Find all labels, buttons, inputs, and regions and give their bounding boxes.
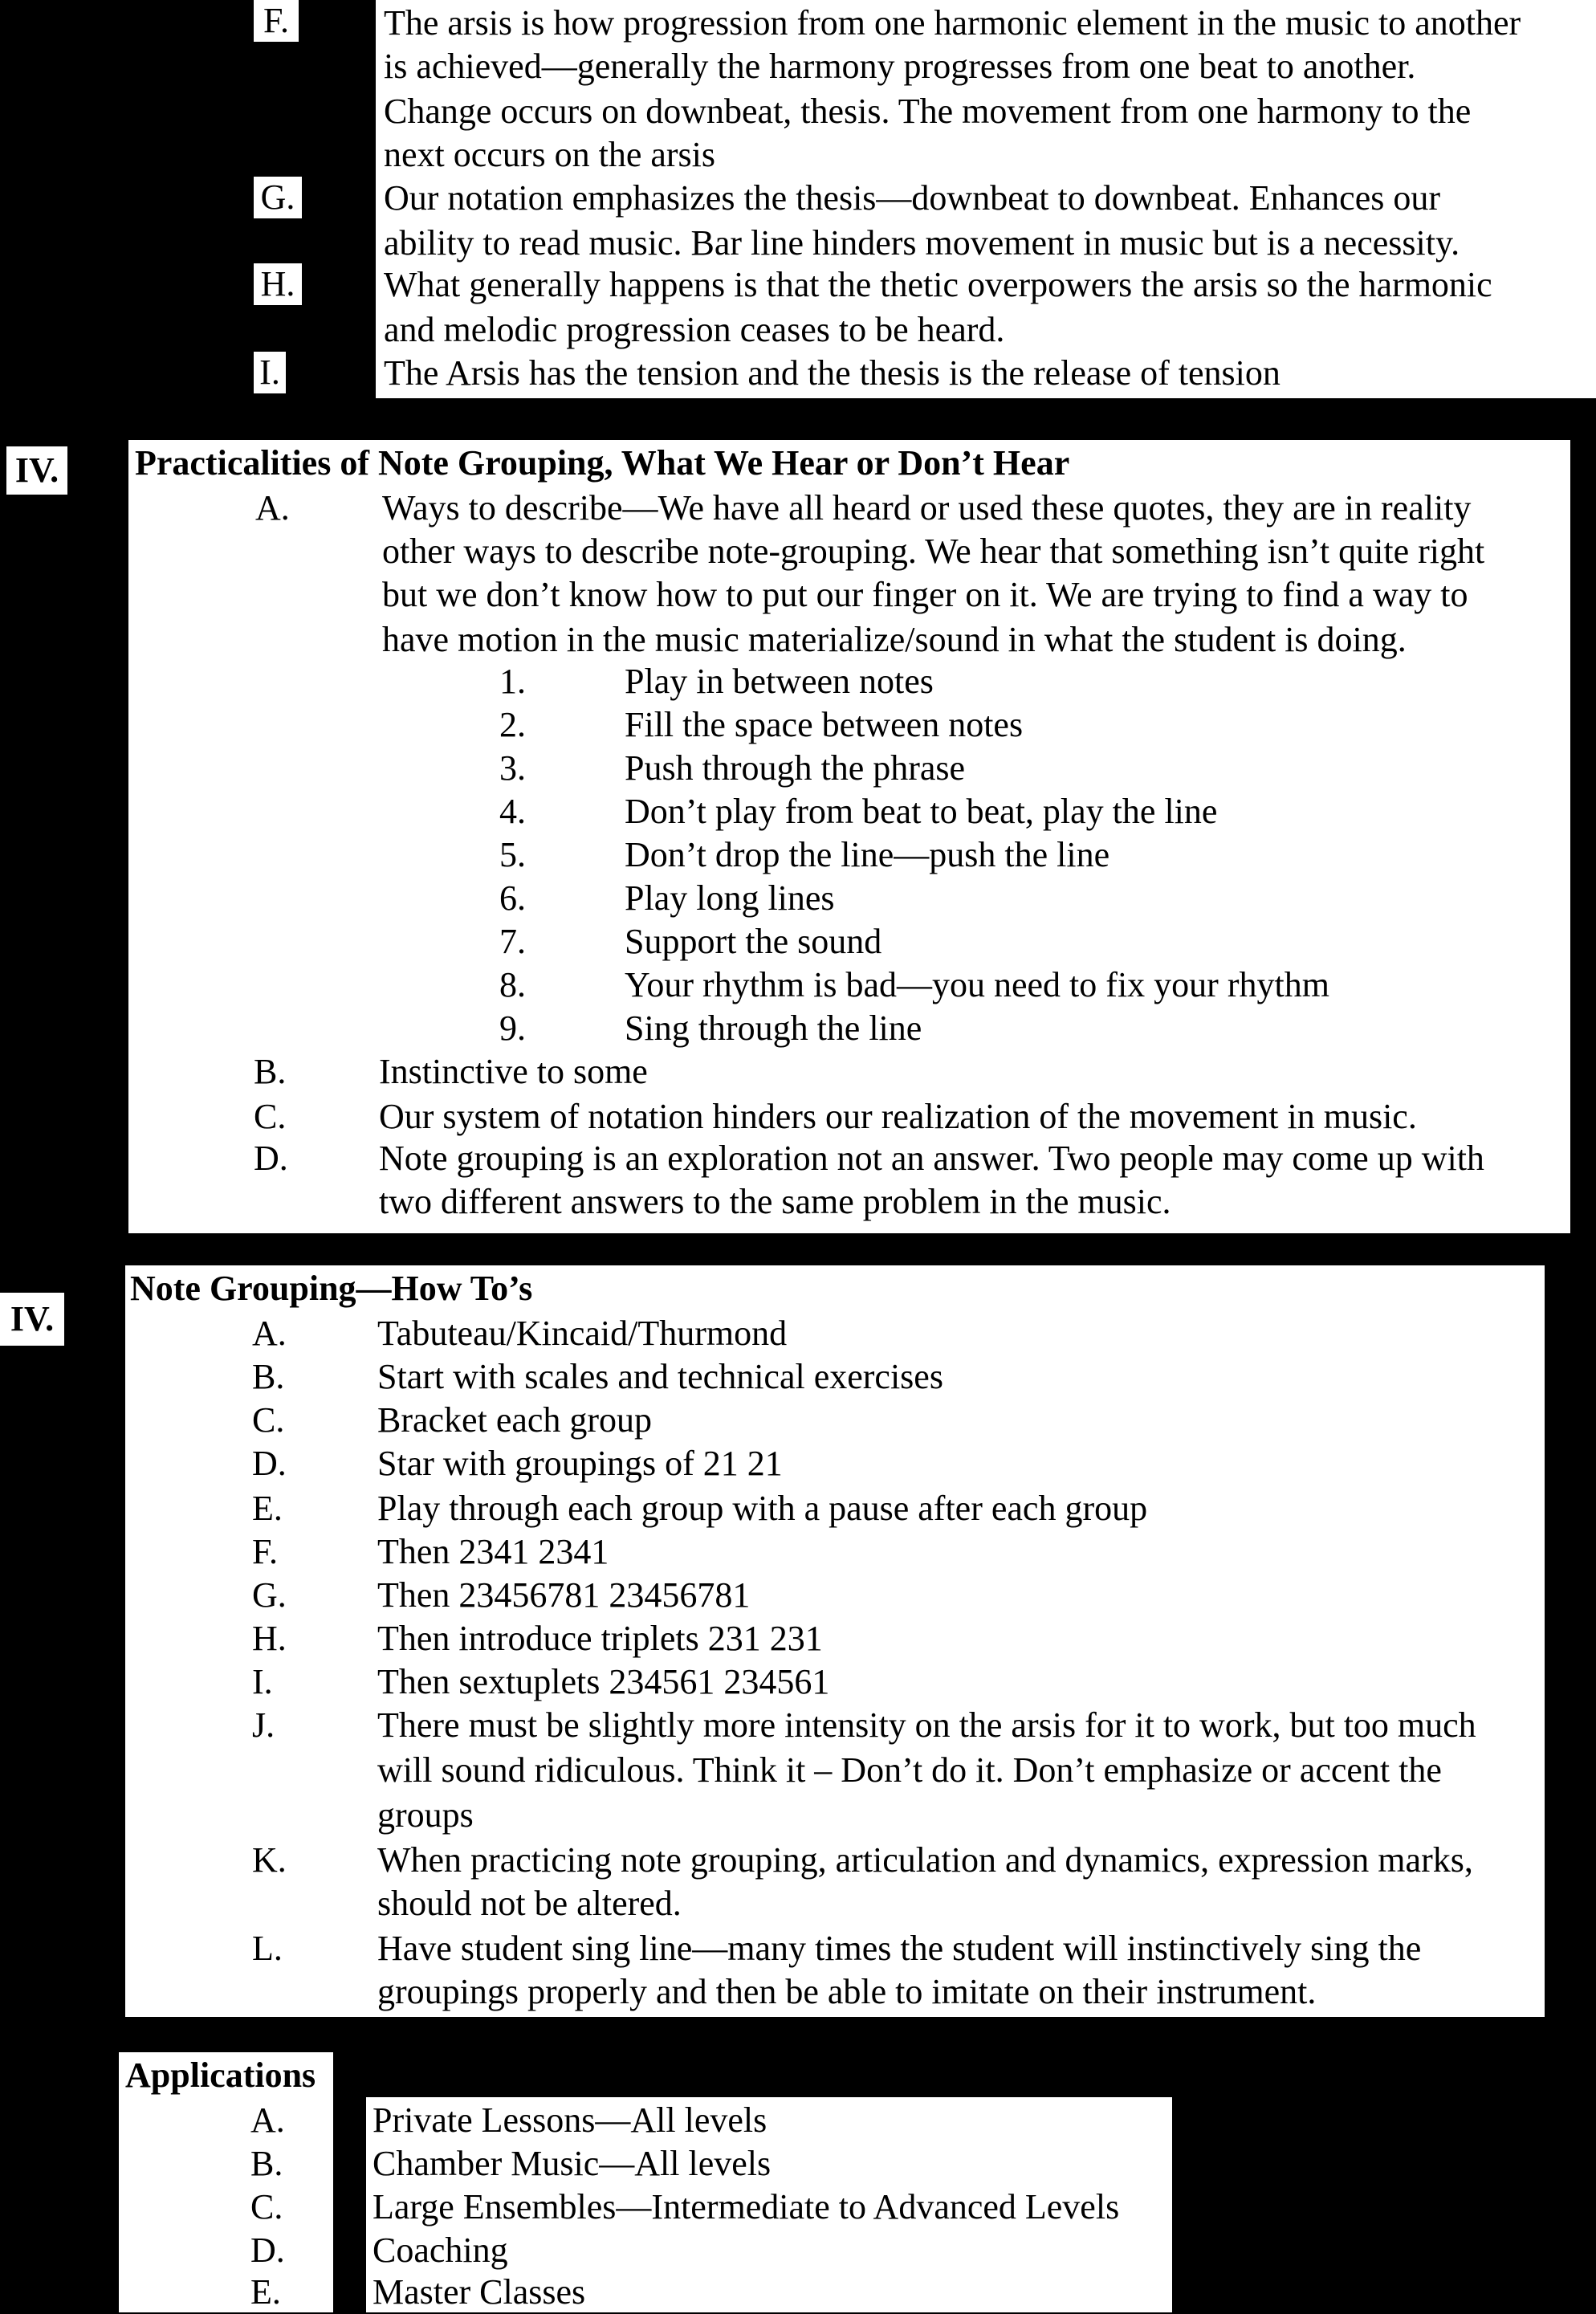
item-text-line: Star with groupings of 21 21 — [377, 1444, 783, 1483]
item-letter: L. — [252, 1929, 283, 1968]
application-letter: B. — [250, 2144, 283, 2183]
numbered-item-text: Play in between notes — [625, 662, 934, 701]
item-letter: B. — [254, 1052, 287, 1091]
item-letter: I. — [254, 352, 286, 393]
numbered-item-num: 6. — [499, 878, 526, 918]
item-letter: I. — [252, 1662, 273, 1701]
item-text-line: Then sextuplets 234561 234561 — [377, 1662, 830, 1701]
item-letter: D. — [252, 1444, 287, 1483]
item-text-line: The Arsis has the tension and the thesis is the release of tension — [384, 353, 1280, 393]
numbered-item-text: Fill the space between notes — [625, 705, 1024, 744]
item-letter: E. — [252, 1489, 283, 1528]
item-text-line: ability to read music. Bar line hinders movement in music but is a necessity. — [384, 223, 1460, 263]
item-letter: H. — [252, 1619, 287, 1658]
item-text-line: Instinctive to some — [379, 1052, 648, 1091]
item-text-line: Bracket each group — [377, 1400, 653, 1440]
numbered-item-num: 2. — [499, 705, 526, 744]
item-text-line: What generally happens is that the thetic overpowers the arsis so the harmonic — [384, 265, 1492, 304]
item-text-line: Then 23456781 23456781 — [377, 1575, 751, 1615]
item-text-line: have motion in the music materialize/sound in what the student is doing. — [382, 620, 1407, 659]
item-text-line: When practicing note grouping, articulation and dynamics, expression marks, — [377, 1840, 1473, 1880]
item-letter: A. — [255, 488, 290, 528]
numbered-item-num: 5. — [499, 835, 526, 874]
item-letter: G. — [252, 1575, 287, 1615]
item-text-line: but we don’t know how to put our finger on it. We are trying to find a way to — [382, 575, 1468, 614]
item-text-line: will sound ridiculous. Think it – Don’t do it. Don’t emphasize or accent the — [377, 1750, 1442, 1790]
item-text-line: Play through each group with a pause after each group — [377, 1489, 1148, 1528]
numbered-item-text: Don’t drop the line—push the line — [625, 835, 1110, 874]
application-text: Large Ensembles—Intermediate to Advanced Levels — [373, 2187, 1120, 2226]
item-text-line: should not be altered. — [377, 1884, 682, 1923]
item-text-line: The arsis is how progression from one harmonic element in the music to another — [384, 3, 1521, 43]
application-letter: D. — [250, 2230, 285, 2270]
numbered-item-num: 4. — [499, 792, 526, 831]
application-letter: C. — [250, 2187, 283, 2226]
section-numeral: IV. — [6, 446, 67, 495]
item-text-line: groups — [377, 1795, 474, 1835]
numbered-item-num: 8. — [499, 965, 526, 1004]
application-text: Master Classes — [373, 2272, 586, 2312]
application-letter: E. — [250, 2272, 281, 2312]
item-text-line: groupings properly and then be able to imitate on their instrument. — [377, 1972, 1317, 2011]
application-text: Coaching — [373, 2230, 508, 2270]
item-text-line: is achieved—generally the harmony progresses from one beat to another. — [384, 47, 1416, 86]
item-text-line: Then 2341 2341 — [377, 1532, 609, 1571]
numbered-item-num: 7. — [499, 922, 526, 961]
item-text-line: Our notation emphasizes the thesis—downbeat to downbeat. Enhances our — [384, 178, 1441, 218]
numbered-item-text: Your rhythm is bad—you need to fix your rhythm — [625, 965, 1329, 1004]
application-letter: A. — [250, 2100, 285, 2140]
item-letter: H. — [254, 263, 302, 305]
item-text-line: Then introduce triplets 231 231 — [377, 1619, 823, 1658]
item-text-line: Ways to describe—We have all heard or used these quotes, they are in reality — [382, 488, 1472, 528]
item-text-line: Have student sing line—many times the student will instinctively sing the — [377, 1929, 1422, 1968]
numbered-item-text: Play long lines — [625, 878, 835, 918]
item-letter: J. — [252, 1705, 275, 1745]
item-text-line: Note grouping is an exploration not an answer. Two people may come up with — [379, 1139, 1484, 1178]
item-text-line: There must be slightly more intensity on the arsis for it to work, but too much — [377, 1705, 1476, 1745]
application-text: Chamber Music—All levels — [373, 2144, 772, 2183]
item-text-line: Start with scales and technical exercises — [377, 1357, 943, 1396]
section-title: Note Grouping—How To’s — [130, 1269, 533, 1308]
item-letter: B. — [252, 1357, 285, 1396]
item-letter: C. — [252, 1400, 285, 1440]
section-numeral: IV. — [0, 1293, 64, 1346]
application-text: Private Lessons—All levels — [373, 2100, 767, 2140]
item-text-line: Change occurs on downbeat, thesis. The movement from one harmony to the — [384, 92, 1472, 131]
numbered-item-text: Don’t play from beat to beat, play the line — [625, 792, 1218, 831]
section-title: Practicalities of Note Grouping, What We Hear or Don’t Hear — [135, 443, 1070, 483]
numbered-item-num: 3. — [499, 748, 526, 788]
item-text-line: Our system of notation hinders our realization of the movement in music. — [379, 1097, 1417, 1136]
item-letter: K. — [252, 1840, 287, 1880]
numbered-item-num: 1. — [499, 662, 526, 701]
item-text-line: Tabuteau/Kincaid/Thurmond — [377, 1314, 788, 1353]
item-text-line: other ways to describe note-grouping. We hear that something isn’t quite right — [382, 532, 1485, 571]
item-letter: F. — [252, 1532, 278, 1571]
item-letter: G. — [254, 177, 302, 218]
numbered-item-text: Push through the phrase — [625, 748, 966, 788]
item-letter: F. — [254, 0, 299, 42]
item-text-line: next occurs on the arsis — [384, 135, 715, 174]
applications-title: Applications — [125, 2055, 316, 2095]
numbered-item-num: 9. — [499, 1008, 526, 1048]
item-letter: A. — [252, 1314, 287, 1353]
item-letter: D. — [254, 1139, 288, 1178]
numbered-item-text: Sing through the line — [625, 1008, 922, 1048]
item-letter: C. — [254, 1097, 287, 1136]
item-text-line: and melodic progression ceases to be heard. — [384, 310, 1005, 349]
numbered-item-text: Support the sound — [625, 922, 882, 961]
item-text-line: two different answers to the same problem in the music. — [379, 1182, 1171, 1221]
